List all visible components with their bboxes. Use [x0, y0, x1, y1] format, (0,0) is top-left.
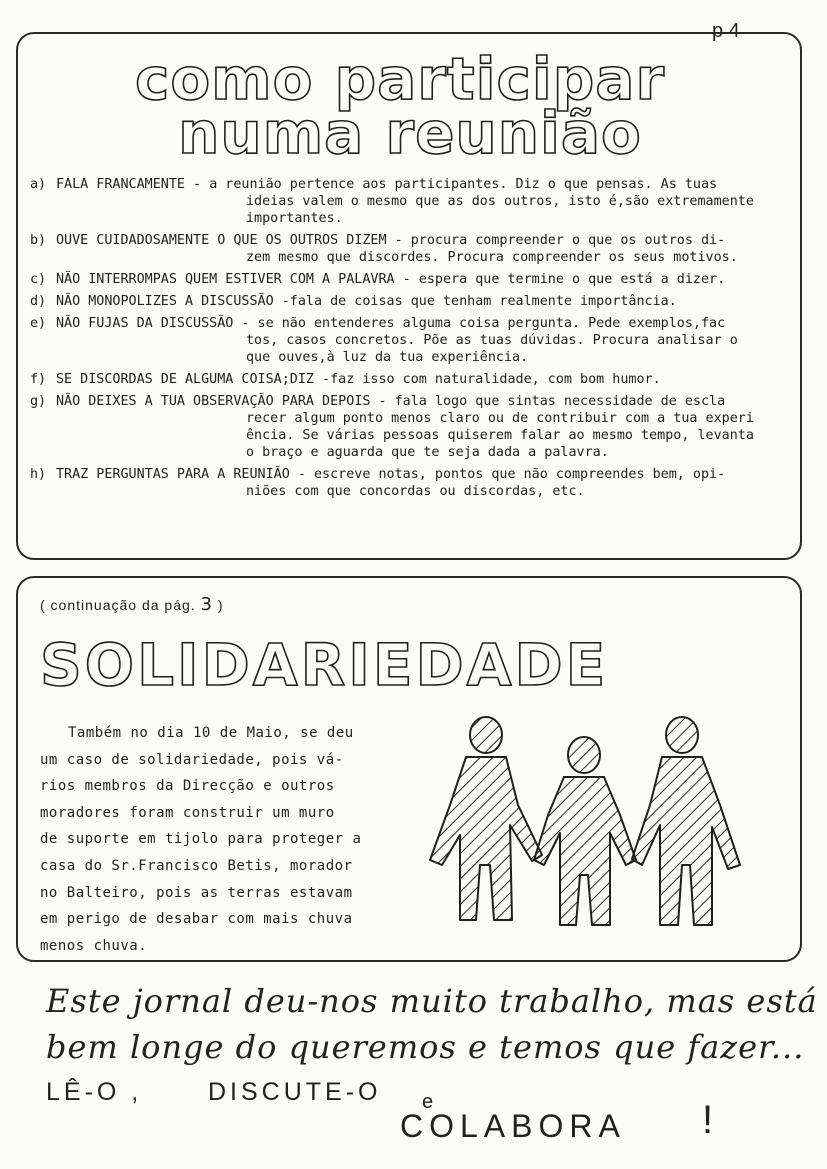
- rule-item: [30, 293, 760, 310]
- handwritten-collaborate: COLABORA: [400, 1108, 626, 1144]
- rule-text: [56, 176, 760, 227]
- rule-item: [30, 271, 760, 288]
- figure-middle: [568, 737, 600, 773]
- rule-line: escreve notas, pontos que não compreendes bem, opi-: [313, 467, 726, 482]
- solidarity-article: [40, 720, 400, 959]
- article-line: um caso de solidariedade, pois vá-: [40, 751, 344, 768]
- rule-item: [30, 232, 760, 266]
- rule-line: niões com que concordas ou discordas, etc.: [246, 484, 585, 499]
- rule-heading: FALA FRANCAMENTE -: [56, 177, 210, 192]
- article-line: moradores foram construir um muro: [40, 804, 335, 821]
- section-title-line1: como participar: [134, 45, 666, 113]
- rule-letter: d): [30, 294, 47, 309]
- rule-letter: c): [30, 272, 47, 287]
- rule-line: a reunião pertence aos participantes. Diz o que pensas. As tuas: [209, 177, 718, 192]
- rule-line: fala logo que sintas necessidade de escla: [394, 394, 726, 409]
- rule-text: [56, 271, 760, 288]
- section-title-line2: numa reunião: [178, 99, 642, 167]
- rule-line: ideias valem o mesmo que as dos outros, isto é,são extremamente: [246, 194, 754, 209]
- rule-text: [56, 371, 760, 388]
- article-line: em perigo de desabar com mais chuva: [40, 911, 353, 928]
- article-line: de suporte em tijolo para proteger a: [40, 831, 362, 848]
- rule-heading: NÃO INTERROMPAS QUEM ESTIVER COM A PALAVRA -: [56, 272, 419, 287]
- rule-item: [30, 371, 760, 388]
- rule-line: recer algum ponto menos claro ou de contribuir com a tua experi: [246, 411, 754, 426]
- handwritten-note-line2: bem longe do queremos e temos que fazer...: [46, 1028, 805, 1066]
- rule-heading: OUVE CUIDADOSAMENTE O QUE OS OUTROS DIZEM -: [56, 233, 411, 248]
- rule-line: tos, casos concretos. Põe as tuas dúvidas. Procura analisar o: [246, 333, 738, 348]
- rule-heading: NÃO FUJAS DA DISCUSSÃO -: [56, 316, 258, 331]
- handwritten-note-line1: Este jornal deu-nos muito trabalho, mas está: [46, 982, 818, 1020]
- article-line: casa do Sr.Francisco Betis, morador: [40, 857, 353, 874]
- rule-line: que ouves,à luz da tua experiência.: [246, 350, 529, 365]
- figure-left-body: [430, 757, 542, 920]
- rule-item: [30, 315, 760, 366]
- article-line: rios membros da Direcção e outros: [40, 778, 335, 795]
- rule-letter: e): [30, 316, 47, 331]
- rule-text: [56, 293, 760, 310]
- handwritten-and: e: [422, 1091, 438, 1113]
- rule-line: espera que termine o que está a dizer.: [418, 272, 726, 287]
- rule-item: [30, 393, 760, 461]
- rule-line: faz isso com naturalidade, com bom humor.: [330, 372, 661, 387]
- page-number: p 4: [712, 20, 740, 42]
- rules-list: [30, 176, 760, 505]
- rule-letter: f): [30, 372, 47, 387]
- rule-line: importantes.: [246, 211, 343, 226]
- rule-letter: a): [30, 177, 47, 192]
- rule-item: [30, 176, 760, 227]
- figure-middle-body: [534, 777, 636, 925]
- rule-text: [56, 232, 760, 266]
- continuation-prefix: ( continuação da pág.: [40, 597, 196, 613]
- rule-heading: NÃO MONOPOLIZES A DISCUSSÃO -: [56, 294, 290, 309]
- rule-text: [56, 466, 760, 500]
- figure-left: [470, 717, 502, 753]
- continuation-suffix: ): [217, 597, 224, 613]
- article-line: menos chuva.: [40, 937, 148, 954]
- rule-line: procura compreender o que os outros di-: [410, 233, 726, 248]
- rule-line: se não entenderes alguma coisa pergunta. Pede exemplos,fac: [257, 316, 726, 331]
- article-line: Também no dia 10 de Maio, se deu: [68, 725, 354, 741]
- figure-right: [666, 717, 698, 753]
- rule-line: ência. Se várias pessoas quiserem falar ao mesmo tempo, levanta: [246, 428, 754, 443]
- rule-letter: b): [30, 233, 47, 248]
- rule-heading: TRAZ PERGUNTAS PARA A REUNIÃO -: [56, 467, 314, 482]
- rule-text: [56, 393, 760, 461]
- solidarity-title: SOLIDARIEDADE: [40, 631, 609, 699]
- handwritten-read-it: LÊ-O ,: [46, 1078, 143, 1106]
- people-holding-hands-illustration: [420, 715, 760, 940]
- handwritten-discuss-it: DISCUTE-O: [208, 1078, 382, 1106]
- rule-item: [30, 466, 760, 500]
- handwritten-exclamation: !: [702, 1098, 718, 1142]
- rule-letter: h): [30, 467, 47, 482]
- rule-line: fala de coisas que tenham realmente importância.: [289, 294, 677, 309]
- rule-text: [56, 315, 760, 366]
- article-line: no Balteiro, pois as terras estavam: [40, 884, 353, 901]
- rule-line: o braço e aguarda que te seja dada a palavra.: [246, 445, 609, 460]
- figure-right-body: [632, 757, 740, 925]
- rule-heading: SE DISCORDAS DE ALGUMA COISA;DIZ -: [56, 372, 331, 387]
- continuation-page: 3: [200, 594, 213, 615]
- rule-line: zem mesmo que discordes. Procura compreender os seus motivos.: [246, 250, 738, 265]
- rule-letter: g): [30, 394, 47, 409]
- rule-heading: NÃO DEIXES A TUA OBSERVAÇÃO PARA DEPOIS -: [56, 394, 395, 409]
- continuation-note: [40, 594, 224, 615]
